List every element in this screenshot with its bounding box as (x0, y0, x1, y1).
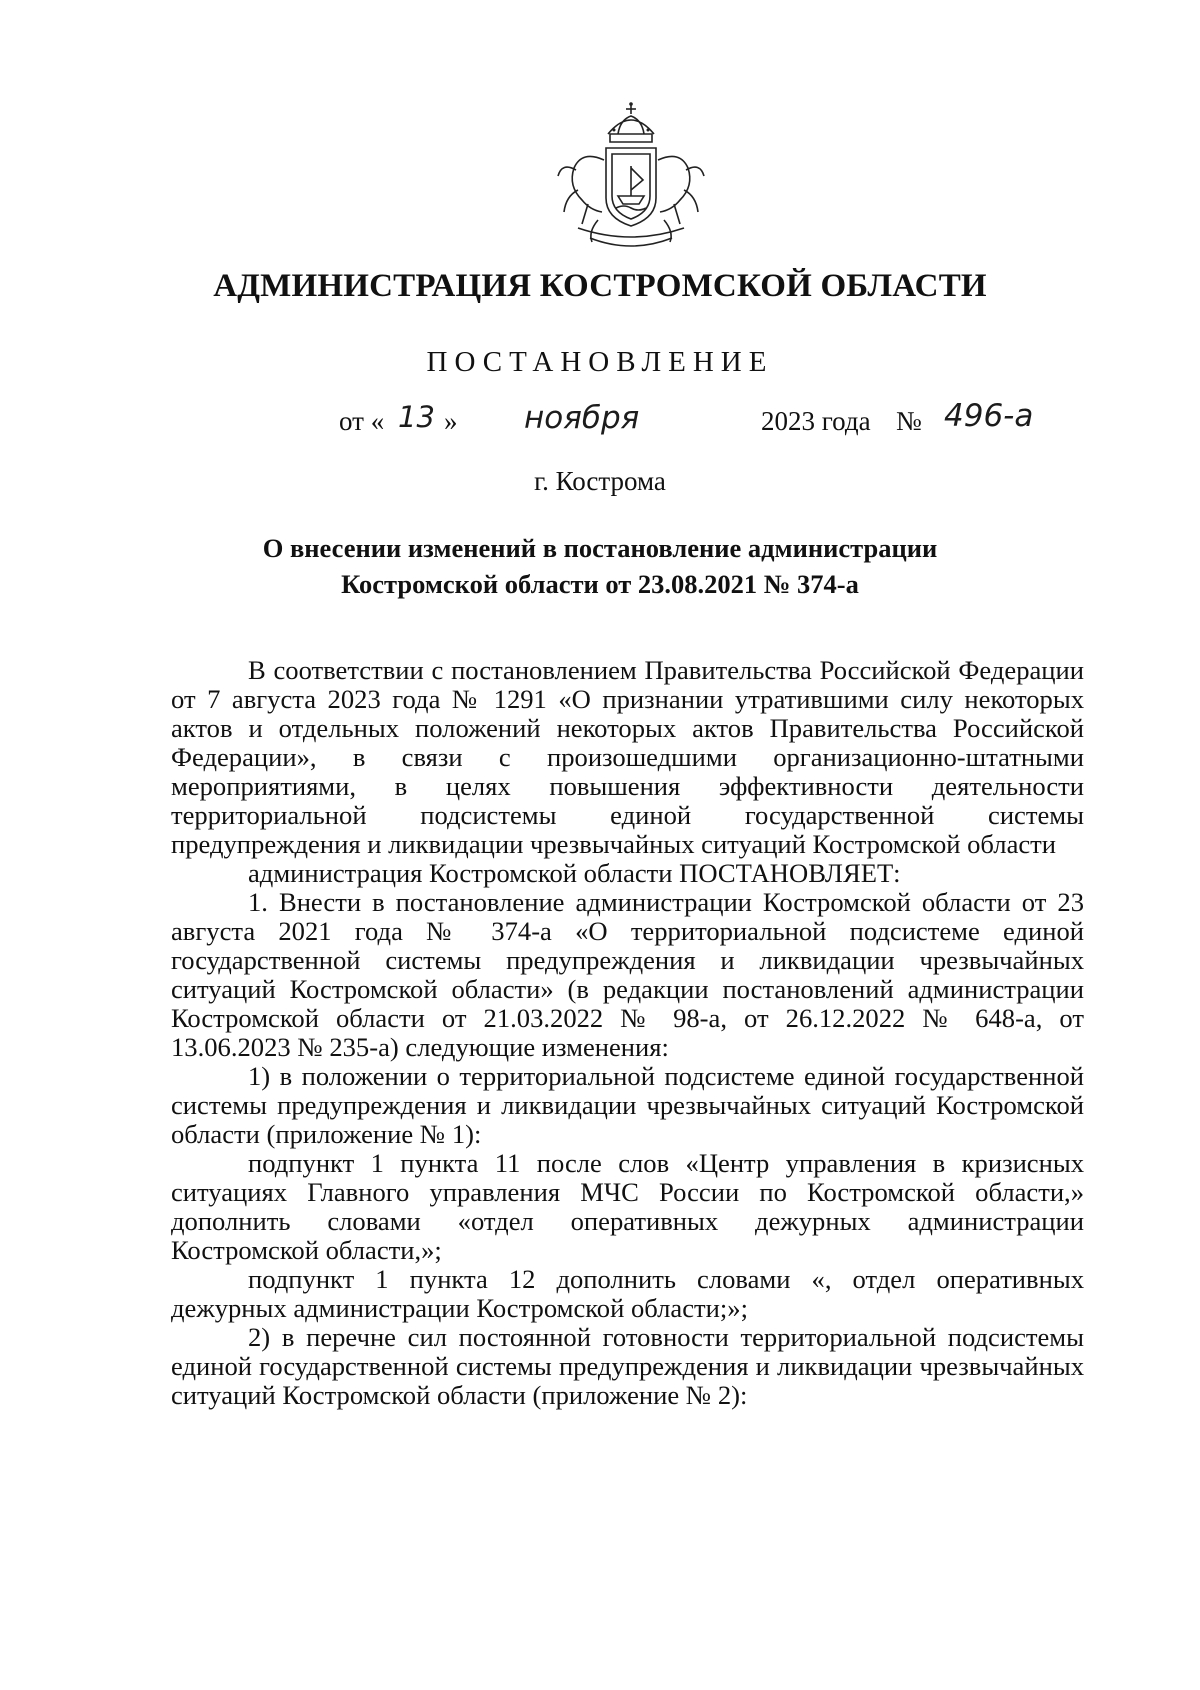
subject-line-2: Костромской области от 23.08.2021 № 374-а (341, 569, 859, 599)
document-subject (170, 530, 1030, 602)
body-paragraph: 1. Внести в постановление администрации Костромской области от 23 августа 2021 года № 374-а «О территориальной подсистеме единой государственной системы предупреждения и ликвидации чрезвычайных ситуаций Костромской области» (в редакции постановлений администрации Костромской области от 21.03.2022 № 98-а, от 26.12.2022 № 648-а, от 13.06.2023 № 235-а) следующие изменения: (171, 887, 1084, 1062)
body-paragraph: подпункт 1 пункта 12 дополнить словами «, отдел оперативных дежурных администрации Костромской области;»; (171, 1264, 1084, 1323)
organization-title: АДМИНИСТРАЦИЯ КОСТРОМСКОЙ ОБЛАСТИ (213, 268, 987, 304)
coat-of-arms-emblem (548, 100, 714, 258)
date-day-close: » (444, 406, 458, 436)
body-paragraph: 2) в перечне сил постоянной готовности территориальной подсистемы единой государственной системы предупреждения и ликвидации чрезвычайных ситуаций Костромской области (приложение № 2): (171, 1322, 1084, 1410)
city-name: г. Кострома (534, 466, 666, 496)
handwritten-number: 496-а (944, 398, 1034, 434)
date-number-line (0, 398, 1200, 448)
handwritten-day: 13 (398, 400, 435, 434)
handwritten-month: ноября (524, 400, 640, 436)
date-year: 2023 года (761, 406, 871, 436)
date-prefix: от « (339, 406, 385, 436)
body-paragraph: В соответствии с постановлением Правительства Российской Федерации от 7 августа 2023 года № 1291 «О признании утратившими силу некоторых актов и отдельных положений некоторых актов Правительства Российской Федерации», в связи с произошедшими организационно-штатными мероприятиями, в целях повышения эффективности деятельности территориальной подсистемы единой государственной системы предупреждения и ликвидации чрезвычайных ситуаций Костромской области (171, 655, 1084, 859)
body-paragraph: подпункт 1 пункта 11 после слов «Центр управления в кризисных ситуациях Главного управления МЧС России по Костромской области,» дополнить словами «отдел оперативных дежурных администрации Костромской области,»; (171, 1148, 1084, 1265)
body-paragraph: 1) в положении о территориальной подсистеме единой государственной системы предупреждения и ликвидации чрезвычайных ситуаций Костромской области (приложение № 1): (171, 1061, 1084, 1149)
number-sign: № (896, 406, 922, 436)
document-type-title: ПОСТАНОВЛЕНИЕ (426, 346, 774, 378)
document-body (171, 656, 1084, 1410)
subject-line-1: О внесении изменений в постановление администрации (262, 533, 938, 563)
body-paragraph: администрация Костромской области ПОСТАНОВЛЯЕТ: (248, 858, 901, 888)
